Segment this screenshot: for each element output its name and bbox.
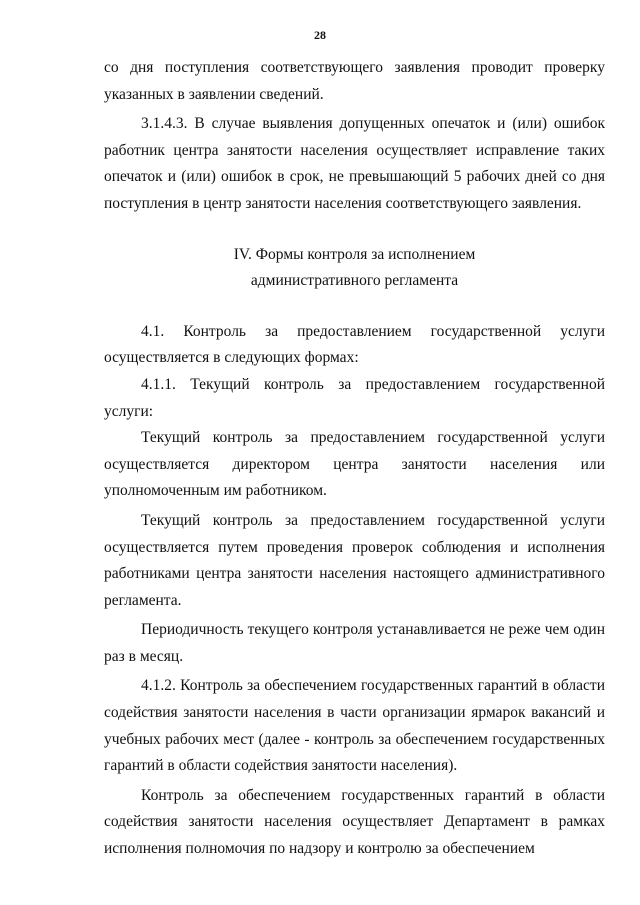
document-body: [104, 55, 605, 863]
paragraph-department-control: Контроль за обеспечением государственных гарантий в области содействия занятости населения осуществляет Департамент в рамках исполнения полномочия по надзору и контролю за обеспечением: [104, 786, 605, 858]
paragraph-current-control-checks: Текущий контроль за предоставлением государственной услуги осуществляется путем проведения проверок соблюдения и исполнения работниками центра занятости населения настоящего административного регламента.: [104, 511, 605, 609]
paragraph-3-1-4-3: 3.1.4.3. В случае выявления допущенных опечаток и (или) ошибок работник центра занятости населения осуществляет исправление таких опечаток и (или) ошибок в срок, не превышающий 5 рабочих дней со дня поступления в центр занятости населения соответствующего заявления.: [104, 115, 605, 212]
page-number: 28: [314, 28, 326, 42]
paragraph-4-1-2: 4.1.2. Контроль за обеспечением государственных гарантий в области содействия занятости населения в части организации ярмарок вакансий и учебных рабочих мест (далее - контроль за обеспечением государственных гарантий в области содействия занятости населения).: [104, 677, 605, 775]
section-heading-line-2: административного регламента: [250, 272, 459, 290]
paragraph-continuation: со дня поступления соответствующего заявления проводит проверку указанных в заявлении сведений.: [104, 59, 605, 103]
section-heading-line-1: IV. Формы контроля за исполнением: [233, 245, 476, 263]
paragraph-control-periodicity: Периодичность текущего контроля устанавливается не реже чем один раз в месяц.: [104, 621, 605, 665]
paragraph-current-control-director: Текущий контроль за предоставлением государственной услуги осуществляется директором центра занятости населения или уполномоченным им работником.: [104, 429, 605, 500]
paragraph-4-1: 4.1. Контроль за предоставлением государственной услуги осуществляется в следующих формах:: [104, 322, 605, 367]
paragraph-4-1-1: 4.1.1. Текущий контроль за предоставлением государственной услуги:: [104, 375, 605, 420]
